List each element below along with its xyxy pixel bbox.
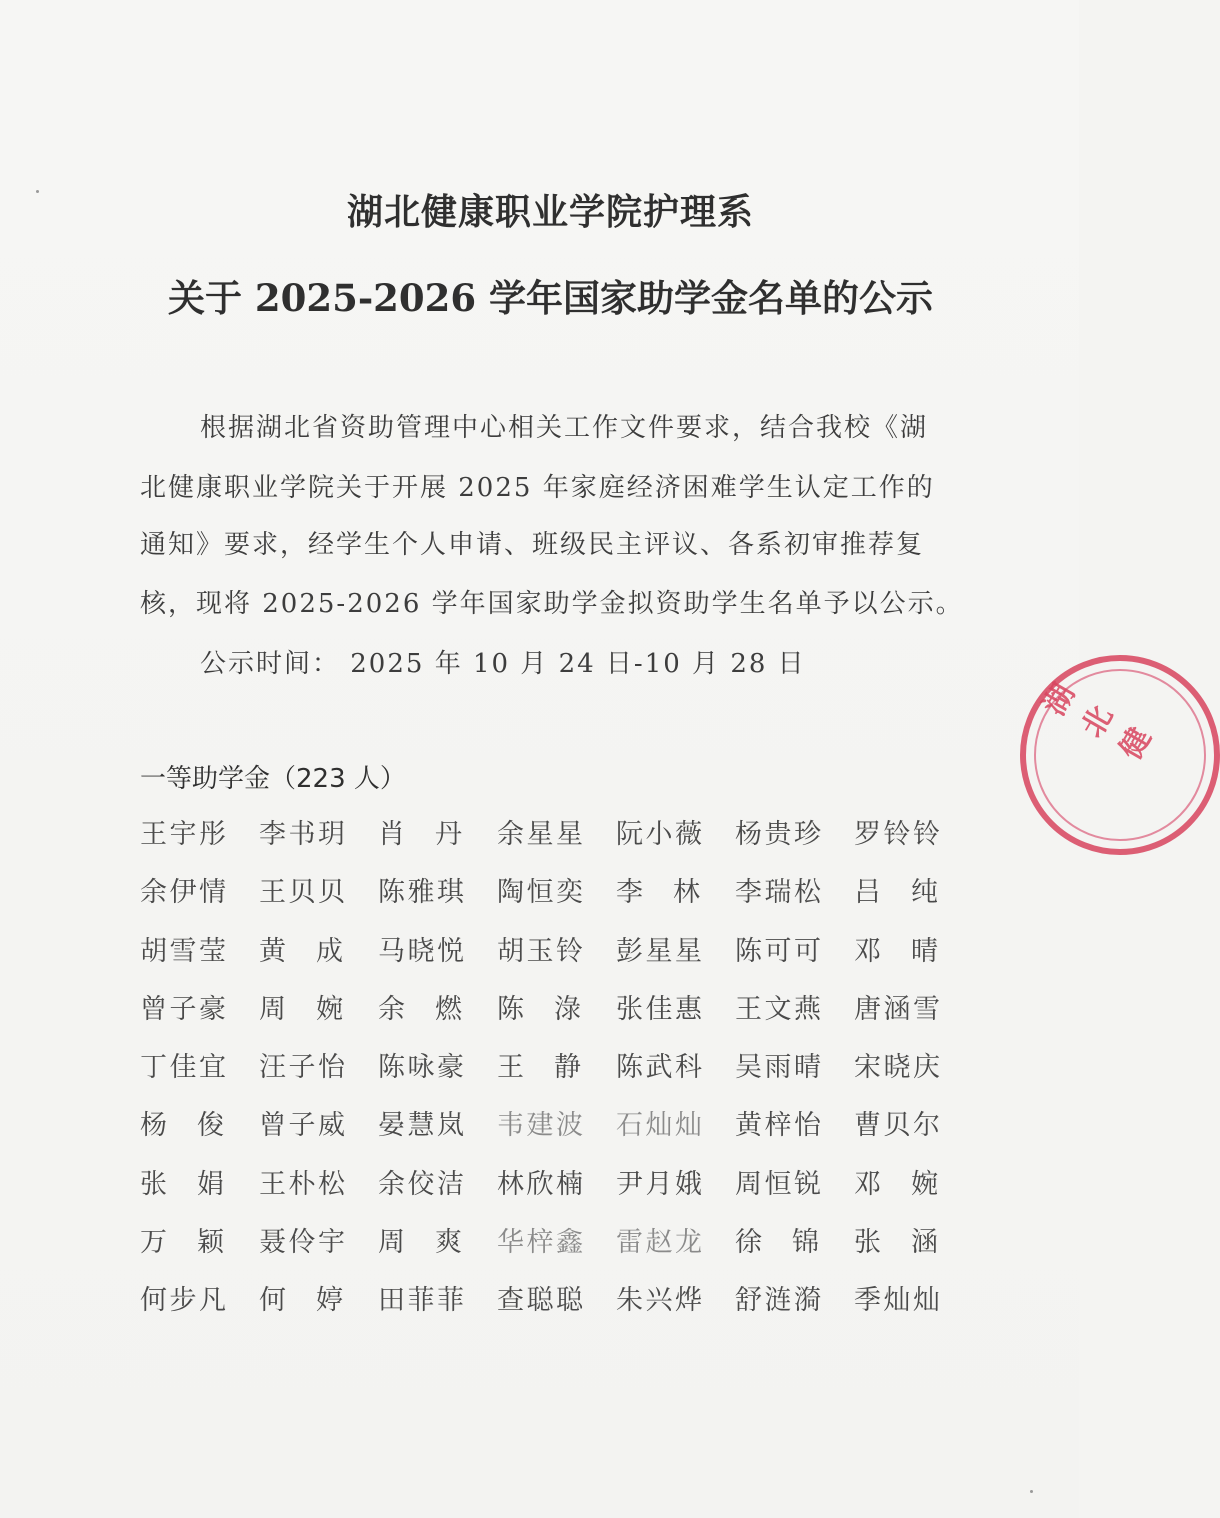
name-char: 岚 [437,1110,464,1142]
student-name [735,1278,821,1317]
name-char: 何 [140,1285,167,1317]
name-char: 薇 [675,819,702,850]
student-name [616,929,702,968]
name-char: 丁 [140,1052,167,1084]
paper-speck [1030,1490,1033,1493]
name-char: 灿 [913,1285,940,1317]
name-list [140,812,960,1337]
name-char: 林 [497,1168,524,1200]
student-name [854,812,940,851]
name-char: 汪 [259,1052,286,1084]
name-row [140,1103,960,1161]
student-name [735,1045,821,1084]
student-name [735,987,821,1026]
name-char: 灿 [645,1110,673,1142]
name-char: 龙 [675,1227,702,1259]
name-char: 锐 [794,1168,821,1200]
name-char: 曾 [140,993,167,1025]
name-char: 步 [169,1285,197,1317]
name-char: 豪 [437,1052,464,1084]
name-char: 陈 [616,1052,643,1084]
name-char: 张 [854,1227,881,1259]
name-char: 铃 [883,819,911,850]
name-row [140,929,960,987]
student-name [854,987,940,1026]
name-char: 涵 [883,993,911,1025]
name-char: 聂 [259,1227,286,1259]
name-char: 娟 [197,1168,224,1200]
name-char: 慧 [407,1110,435,1142]
name-char: 爽 [435,1227,462,1259]
name-char: 杨 [140,1110,167,1142]
name-char: 张 [616,993,643,1025]
name-char: 豪 [199,993,226,1025]
student-name [854,1220,938,1259]
name-char: 林 [673,877,700,909]
name-char: 静 [554,1052,581,1084]
document-title-line2: 关于 2025-2026 学年国家助学金名单的公示 [167,276,934,320]
name-char: 晏 [378,1110,405,1142]
paper-speck [36,190,39,193]
name-char: 李 [259,819,286,850]
name-char: 陈 [378,877,405,909]
name-char: 陈 [497,993,524,1025]
name-char: 烨 [675,1285,702,1317]
student-name [497,870,583,909]
student-name [259,929,343,968]
name-char: 婷 [316,1285,343,1317]
name-char: 周 [259,993,286,1025]
name-char: 松 [794,877,821,909]
paragraph-line-4: 核，现将 2025-2026 学年国家助学金拟资助学生名单予以公示。 [140,589,964,619]
name-char: 科 [675,1052,702,1084]
name-char: 可 [764,935,792,967]
student-name [497,1045,581,1084]
name-char: 吕 [854,877,881,909]
name-char: 小 [645,819,673,850]
name-char: 晴 [911,935,938,967]
student-name [735,1103,821,1142]
name-char: 余 [378,993,405,1025]
name-char: 成 [316,935,343,967]
name-char: 石 [616,1110,643,1142]
name-char: 王 [735,993,762,1025]
name-char: 锦 [792,1227,819,1259]
name-char: 尹 [616,1168,643,1200]
student-name [140,1162,224,1201]
student-name [616,870,700,909]
name-row [140,1162,960,1220]
name-char: 书 [288,819,316,850]
name-char: 田 [378,1285,405,1317]
student-name [616,1045,702,1084]
name-char: 洁 [437,1168,464,1200]
name-char: 雷 [616,1227,643,1259]
name-char: 罗 [854,819,881,850]
name-char: 伶 [288,1227,316,1259]
official-seal-text: 湖北健 [1036,678,1159,766]
name-char: 灿 [883,1285,911,1317]
name-char: 宇 [318,1227,345,1259]
name-char: 王 [259,877,286,909]
student-name [140,1278,226,1317]
name-char: 雅 [407,877,435,909]
student-name [259,1220,345,1259]
student-name [259,1162,345,1201]
name-char: 王 [259,1168,286,1200]
name-char: 威 [318,1110,345,1142]
name-char: 阮 [616,819,643,850]
name-char: 佼 [407,1168,435,1200]
name-char: 朱 [616,1285,643,1317]
name-char: 凡 [199,1285,226,1317]
student-name [140,1045,226,1084]
name-char: 星 [526,819,554,850]
name-char: 邓 [854,1168,881,1200]
name-char: 松 [318,1168,345,1200]
name-char: 宇 [169,819,197,850]
name-char: 曾 [259,1110,286,1142]
name-char: 俊 [197,1110,224,1142]
name-char: 兴 [645,1285,673,1317]
name-char: 余 [497,819,524,850]
student-name [378,929,464,968]
student-name [378,1220,462,1259]
student-name [259,1045,345,1084]
student-name [497,1162,583,1201]
student-name [854,929,938,968]
student-name [854,1278,940,1317]
student-name [854,1162,938,1201]
student-name [616,1162,702,1201]
name-char: 淥 [554,993,581,1025]
name-char: 肖 [378,819,405,850]
name-char: 悦 [437,935,464,967]
name-char: 玥 [318,819,345,850]
name-char: 陶 [497,877,524,909]
name-char: 涟 [764,1285,792,1317]
name-char: 陈 [735,935,762,967]
student-name [735,870,821,909]
name-char: 贵 [764,819,792,850]
student-name [735,929,821,968]
name-char: 雨 [764,1052,792,1084]
name-char: 李 [616,877,643,909]
student-name [616,1220,702,1259]
name-char: 徐 [735,1227,762,1259]
name-char: 莹 [199,935,226,967]
name-char: 子 [169,993,197,1025]
name-char: 佳 [169,1052,197,1084]
name-row [140,1045,960,1103]
name-char: 周 [378,1227,405,1259]
student-name [259,1103,345,1142]
name-char: 邓 [854,935,881,967]
student-name [497,929,583,968]
name-char: 铃 [556,935,583,967]
name-char: 丹 [435,819,462,850]
name-char: 梓 [764,1110,792,1142]
name-char: 吴 [735,1052,762,1084]
student-name [378,1103,464,1142]
name-char: 周 [735,1168,762,1200]
name-char: 漪 [794,1285,821,1317]
student-name [378,987,462,1026]
student-name [378,1278,464,1317]
name-char: 月 [645,1168,673,1200]
student-name [497,812,583,851]
name-char: 庆 [913,1052,940,1084]
name-char: 咏 [407,1052,435,1084]
name-char: 张 [140,1168,167,1200]
student-name [378,1045,464,1084]
name-char: 子 [288,1110,316,1142]
name-char: 瑞 [764,877,792,909]
name-row [140,987,960,1045]
student-name [378,1162,464,1201]
name-char: 燃 [435,993,462,1025]
name-char: 子 [288,1052,316,1084]
name-char: 李 [735,877,762,909]
name-char: 唐 [854,993,881,1025]
name-char: 玉 [526,935,554,967]
name-char: 胡 [140,935,167,967]
name-char: 恒 [526,877,554,909]
student-name [259,987,343,1026]
name-char: 奕 [556,877,583,909]
student-name [497,987,581,1026]
name-char: 曹 [854,1110,881,1142]
name-char: 楠 [556,1168,583,1200]
name-char: 珍 [794,819,821,850]
student-name [735,1162,821,1201]
student-name [497,1103,583,1142]
name-char: 涵 [911,1227,938,1259]
name-char: 纯 [911,877,938,909]
paragraph-line-2: 北健康职业学院关于开展 2025 年家庭经济困难学生认定工作的 [140,473,935,503]
student-name [259,812,345,851]
name-char: 舒 [735,1285,762,1317]
name-row [140,1278,960,1336]
name-char: 彤 [199,819,226,850]
student-name [854,1045,940,1084]
name-char: 黄 [259,935,286,967]
name-row [140,870,960,928]
document-title-line1: 湖北健康职业学院护理系 [346,191,754,233]
name-char: 万 [140,1227,167,1259]
name-char: 婉 [316,993,343,1025]
name-char: 聪 [526,1285,554,1317]
name-char: 晴 [794,1052,821,1084]
student-name [497,1278,583,1317]
name-row [140,812,960,870]
name-char: 彭 [616,935,643,967]
name-char: 欣 [526,1168,554,1200]
student-name [259,1278,343,1317]
name-char: 马 [378,935,405,967]
student-name [140,870,226,909]
student-name [140,1103,224,1142]
name-char: 晓 [883,1052,911,1084]
name-char: 星 [556,819,583,850]
name-char: 杨 [735,819,762,850]
student-name [140,929,226,968]
name-char: 贝 [883,1110,911,1142]
name-char: 燕 [794,993,821,1025]
name-char: 晓 [407,935,435,967]
paragraph-line-3: 通知》要求，经学生个人申请、班级民主评议、各系初审推荐复 [140,530,925,560]
name-char: 何 [259,1285,286,1317]
student-name [378,812,462,851]
student-name [616,1103,702,1142]
name-char: 朴 [288,1168,316,1200]
paragraph-line-1: 根据湖北省资助管理中心相关工作文件要求，结合我校《湖 [200,413,929,443]
student-name [735,1220,819,1259]
name-char: 陈 [378,1052,405,1084]
name-char: 文 [764,993,792,1025]
name-char: 武 [645,1052,673,1084]
name-char: 佳 [645,993,673,1025]
name-char: 伊 [169,877,197,909]
student-name [616,987,702,1026]
name-char: 查 [497,1285,524,1317]
name-char: 惠 [675,993,702,1025]
name-char: 波 [556,1110,583,1142]
name-char: 恒 [764,1168,792,1200]
name-char: 宋 [854,1052,881,1084]
name-char: 婉 [911,1168,938,1200]
name-char: 星 [645,935,673,967]
student-name [378,870,464,909]
name-char: 怡 [318,1052,345,1084]
name-char: 可 [794,935,821,967]
name-char: 黄 [735,1110,762,1142]
name-char: 王 [497,1052,524,1084]
name-char: 菲 [407,1285,435,1317]
name-char: 韦 [497,1110,524,1142]
student-name [259,870,345,909]
name-char: 宜 [199,1052,226,1084]
name-char: 赵 [645,1227,673,1259]
name-char: 雪 [169,935,197,967]
student-name [616,1278,702,1317]
name-char: 胡 [497,935,524,967]
name-char: 建 [526,1110,554,1142]
name-char: 琪 [437,877,464,909]
name-char: 季 [854,1285,881,1317]
name-char: 贝 [288,877,316,909]
name-char: 星 [675,935,702,967]
student-name [497,1220,583,1259]
name-char: 王 [140,819,167,850]
name-char: 华 [497,1227,524,1259]
name-char: 贝 [318,877,345,909]
notice-time: 公示时间： 2025 年 10 月 24 日-10 月 28 日 [200,649,806,679]
student-name [140,1220,224,1259]
student-name [616,812,702,851]
name-char: 颖 [197,1227,224,1259]
name-char: 尔 [913,1110,940,1142]
name-char: 菲 [437,1285,464,1317]
student-name [140,812,226,851]
name-char: 鑫 [556,1227,583,1259]
student-name [854,870,938,909]
name-char: 梓 [526,1227,554,1259]
name-char: 娥 [675,1168,702,1200]
name-char: 聪 [556,1285,583,1317]
name-char: 余 [140,877,167,909]
name-char: 怡 [794,1110,821,1142]
student-name [854,1103,940,1142]
name-char: 雪 [913,993,940,1025]
student-name [140,987,226,1026]
name-char: 铃 [913,819,940,850]
name-char: 余 [378,1168,405,1200]
name-char: 灿 [675,1110,702,1142]
student-name [735,812,821,851]
name-row [140,1220,960,1278]
section-title-first-class-grant: 一等助学金（223 人） [140,764,406,794]
name-char: 情 [199,877,226,909]
